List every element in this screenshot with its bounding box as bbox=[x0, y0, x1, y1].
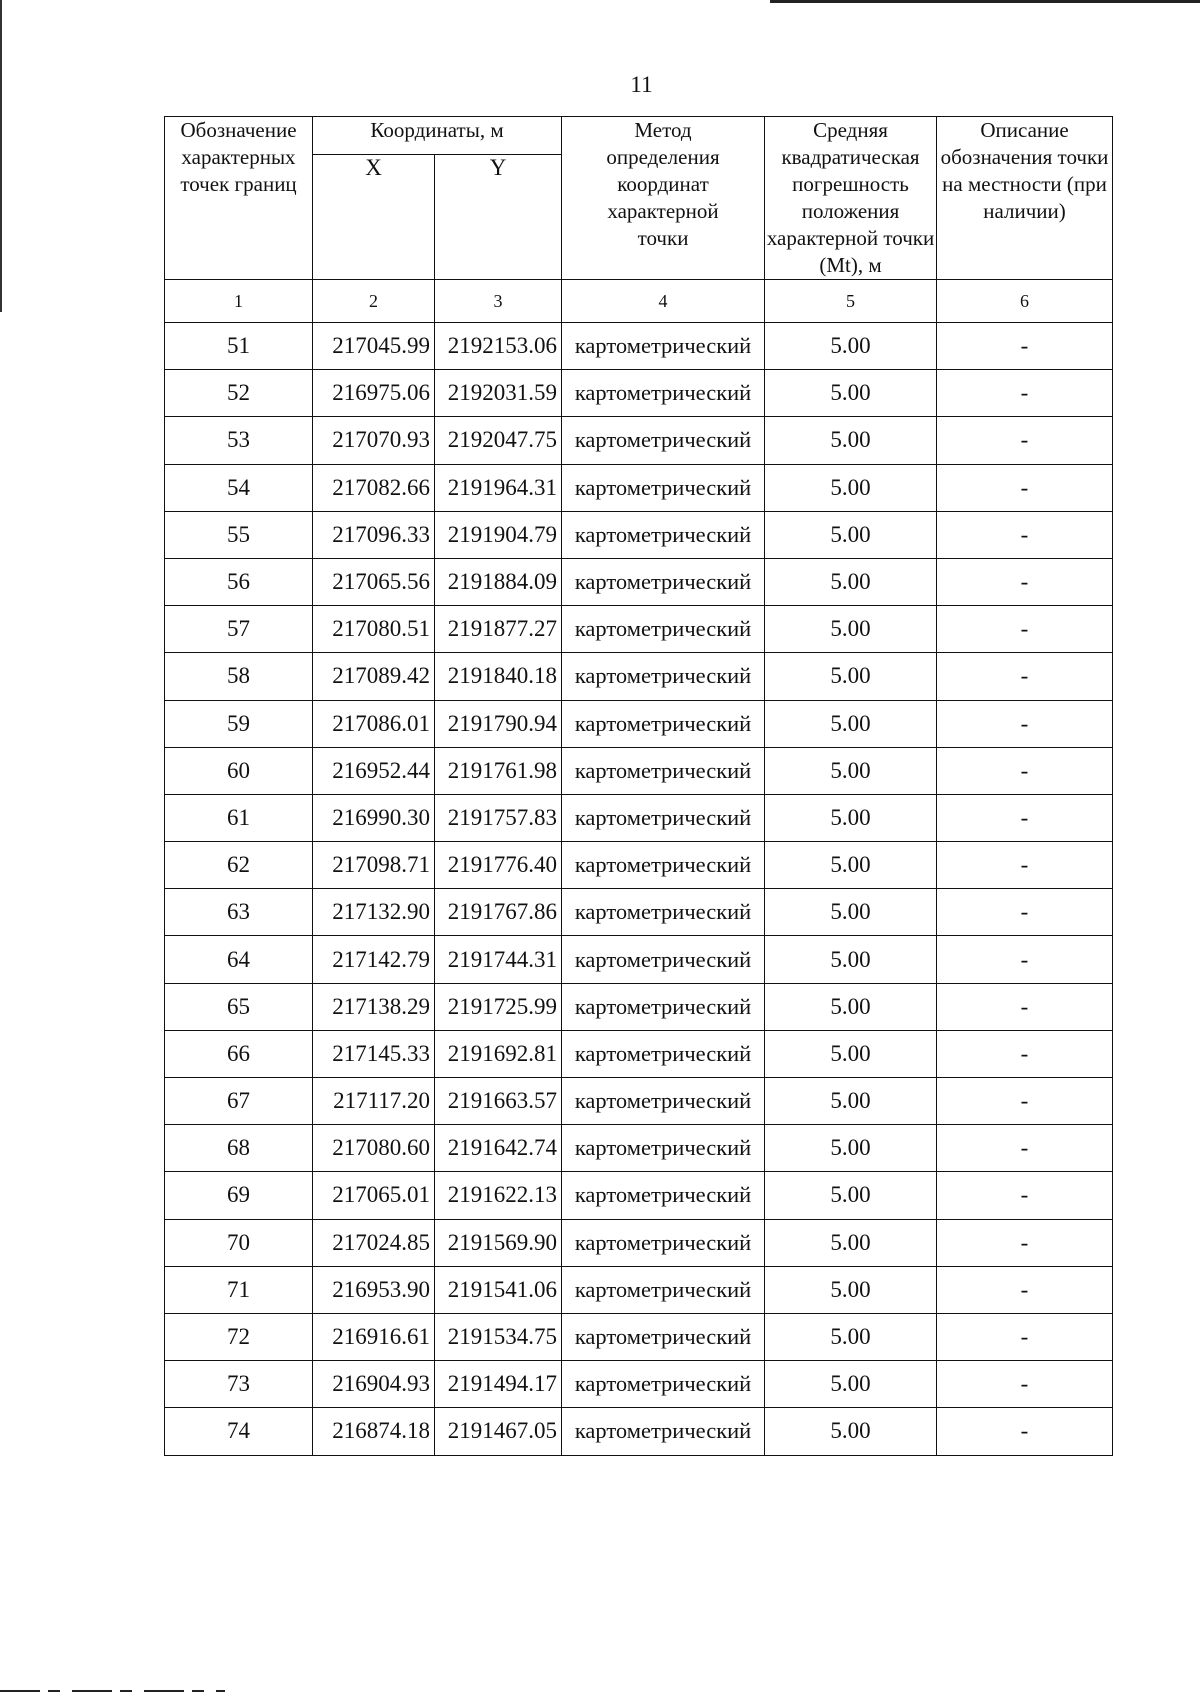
description-cell: - bbox=[937, 606, 1113, 653]
y-cell: 2191840.18 bbox=[435, 653, 562, 700]
point-cell: 64 bbox=[165, 936, 313, 983]
x-cell: 216904.93 bbox=[313, 1361, 435, 1408]
method-cell: картометрический bbox=[562, 842, 765, 889]
method-cell: картометрический bbox=[562, 700, 765, 747]
y-cell: 2191757.83 bbox=[435, 794, 562, 841]
page-number: 11 bbox=[630, 72, 653, 97]
table-row bbox=[165, 323, 1113, 370]
scan-edge-left bbox=[0, 0, 2, 312]
column-number: 3 bbox=[435, 280, 562, 323]
method-cell: картометрический bbox=[562, 983, 765, 1030]
description-cell: - bbox=[937, 889, 1113, 936]
method-cell: картометрический bbox=[562, 1313, 765, 1360]
x-cell: 217138.29 bbox=[313, 983, 435, 1030]
method-cell: картометрический bbox=[562, 511, 765, 558]
table-row bbox=[165, 1313, 1113, 1360]
point-cell: 55 bbox=[165, 511, 313, 558]
error-cell: 5.00 bbox=[765, 464, 937, 511]
column-number: 6 bbox=[937, 280, 1113, 323]
table-row bbox=[165, 1361, 1113, 1408]
description-cell: - bbox=[937, 370, 1113, 417]
method-cell: картометрический bbox=[562, 1030, 765, 1077]
description-cell: - bbox=[937, 558, 1113, 605]
error-cell: 5.00 bbox=[765, 1125, 937, 1172]
y-cell: 2192047.75 bbox=[435, 417, 562, 464]
x-cell: 217142.79 bbox=[313, 936, 435, 983]
x-cell: 217045.99 bbox=[313, 323, 435, 370]
method-cell: картометрический bbox=[562, 606, 765, 653]
description-cell: - bbox=[937, 1172, 1113, 1219]
point-cell: 61 bbox=[165, 794, 313, 841]
method-cell: картометрический bbox=[562, 653, 765, 700]
table-row bbox=[165, 511, 1113, 558]
error-cell: 5.00 bbox=[765, 1078, 937, 1125]
method-cell: картометрический bbox=[562, 1172, 765, 1219]
scan-edge-top bbox=[770, 0, 1200, 3]
y-cell: 2191790.94 bbox=[435, 700, 562, 747]
column-number-row bbox=[165, 280, 1113, 323]
table-row bbox=[165, 747, 1113, 794]
point-cell: 69 bbox=[165, 1172, 313, 1219]
table-row bbox=[165, 464, 1113, 511]
error-cell: 5.00 bbox=[765, 1219, 937, 1266]
point-cell: 70 bbox=[165, 1219, 313, 1266]
description-cell: - bbox=[937, 1408, 1113, 1455]
x-cell: 216916.61 bbox=[313, 1313, 435, 1360]
point-cell: 53 bbox=[165, 417, 313, 464]
y-cell: 2191884.09 bbox=[435, 558, 562, 605]
error-cell: 5.00 bbox=[765, 511, 937, 558]
y-cell: 2191776.40 bbox=[435, 842, 562, 889]
table-header bbox=[165, 117, 1113, 323]
error-cell: 5.00 bbox=[765, 936, 937, 983]
point-cell: 54 bbox=[165, 464, 313, 511]
method-cell: картометрический bbox=[562, 794, 765, 841]
table-row bbox=[165, 842, 1113, 889]
y-cell: 2192031.59 bbox=[435, 370, 562, 417]
table-row bbox=[165, 936, 1113, 983]
point-cell: 74 bbox=[165, 1408, 313, 1455]
scan-edge-bottom bbox=[0, 1690, 225, 1692]
x-cell: 217089.42 bbox=[313, 653, 435, 700]
error-cell: 5.00 bbox=[765, 1030, 937, 1077]
method-cell: картометрический bbox=[562, 1266, 765, 1313]
x-cell: 217098.71 bbox=[313, 842, 435, 889]
table-row bbox=[165, 1172, 1113, 1219]
point-cell: 62 bbox=[165, 842, 313, 889]
point-cell: 67 bbox=[165, 1078, 313, 1125]
point-cell: 51 bbox=[165, 323, 313, 370]
y-cell: 2191494.17 bbox=[435, 1361, 562, 1408]
description-cell: - bbox=[937, 700, 1113, 747]
description-cell: - bbox=[937, 1361, 1113, 1408]
error-cell: 5.00 bbox=[765, 794, 937, 841]
table-body bbox=[165, 323, 1113, 1456]
y-cell: 2191877.27 bbox=[435, 606, 562, 653]
error-cell: 5.00 bbox=[765, 370, 937, 417]
error-cell: 5.00 bbox=[765, 417, 937, 464]
x-cell: 217065.01 bbox=[313, 1172, 435, 1219]
header-description: Описание обозначения точки на местности (при наличии) bbox=[937, 117, 1113, 280]
x-cell: 217065.56 bbox=[313, 558, 435, 605]
method-cell: картометрический bbox=[562, 1361, 765, 1408]
coordinates-table bbox=[164, 116, 1113, 1456]
header-y: Y bbox=[435, 155, 562, 280]
method-cell: картометрический bbox=[562, 936, 765, 983]
x-cell: 217082.66 bbox=[313, 464, 435, 511]
description-cell: - bbox=[937, 1030, 1113, 1077]
point-cell: 56 bbox=[165, 558, 313, 605]
x-cell: 216975.06 bbox=[313, 370, 435, 417]
point-cell: 68 bbox=[165, 1125, 313, 1172]
x-cell: 217080.51 bbox=[313, 606, 435, 653]
point-cell: 73 bbox=[165, 1361, 313, 1408]
x-cell: 217096.33 bbox=[313, 511, 435, 558]
x-cell: 217080.60 bbox=[313, 1125, 435, 1172]
method-cell: картометрический bbox=[562, 417, 765, 464]
x-cell: 216874.18 bbox=[313, 1408, 435, 1455]
table-row bbox=[165, 700, 1113, 747]
table-row bbox=[165, 606, 1113, 653]
table-row bbox=[165, 1125, 1113, 1172]
y-cell: 2191541.06 bbox=[435, 1266, 562, 1313]
y-cell: 2191744.31 bbox=[435, 936, 562, 983]
method-cell: картометрический bbox=[562, 1219, 765, 1266]
y-cell: 2191642.74 bbox=[435, 1125, 562, 1172]
description-cell: - bbox=[937, 794, 1113, 841]
x-cell: 217145.33 bbox=[313, 1030, 435, 1077]
table-row bbox=[165, 1030, 1113, 1077]
column-number: 4 bbox=[562, 280, 765, 323]
point-cell: 65 bbox=[165, 983, 313, 1030]
point-cell: 63 bbox=[165, 889, 313, 936]
error-cell: 5.00 bbox=[765, 1313, 937, 1360]
y-cell: 2191904.79 bbox=[435, 511, 562, 558]
header-coordinates: Координаты, м bbox=[313, 117, 562, 155]
error-cell: 5.00 bbox=[765, 1408, 937, 1455]
y-cell: 2191534.75 bbox=[435, 1313, 562, 1360]
method-cell: картометрический bbox=[562, 1078, 765, 1125]
error-cell: 5.00 bbox=[765, 747, 937, 794]
error-cell: 5.00 bbox=[765, 606, 937, 653]
y-cell: 2191725.99 bbox=[435, 983, 562, 1030]
y-cell: 2191622.13 bbox=[435, 1172, 562, 1219]
y-cell: 2192153.06 bbox=[435, 323, 562, 370]
table-row bbox=[165, 417, 1113, 464]
description-cell: - bbox=[937, 842, 1113, 889]
table-row bbox=[165, 558, 1113, 605]
column-number: 1 bbox=[165, 280, 313, 323]
x-cell: 217024.85 bbox=[313, 1219, 435, 1266]
x-cell: 217086.01 bbox=[313, 700, 435, 747]
x-cell: 216952.44 bbox=[313, 747, 435, 794]
point-cell: 71 bbox=[165, 1266, 313, 1313]
table-row bbox=[165, 1408, 1113, 1455]
header-error: Средняя квадратическая погрешность положения характерной точки (Mt), м bbox=[765, 117, 937, 280]
y-cell: 2191964.31 bbox=[435, 464, 562, 511]
method-cell: картометрический bbox=[562, 1408, 765, 1455]
point-cell: 58 bbox=[165, 653, 313, 700]
header-x: X bbox=[313, 155, 435, 280]
x-cell: 217132.90 bbox=[313, 889, 435, 936]
point-cell: 57 bbox=[165, 606, 313, 653]
description-cell: - bbox=[937, 653, 1113, 700]
table-row bbox=[165, 1219, 1113, 1266]
y-cell: 2191761.98 bbox=[435, 747, 562, 794]
table-row bbox=[165, 1266, 1113, 1313]
error-cell: 5.00 bbox=[765, 558, 937, 605]
x-cell: 217117.20 bbox=[313, 1078, 435, 1125]
description-cell: - bbox=[937, 936, 1113, 983]
y-cell: 2191467.05 bbox=[435, 1408, 562, 1455]
description-cell: - bbox=[937, 747, 1113, 794]
x-cell: 216990.30 bbox=[313, 794, 435, 841]
method-cell: картометрический bbox=[562, 558, 765, 605]
point-cell: 52 bbox=[165, 370, 313, 417]
error-cell: 5.00 bbox=[765, 842, 937, 889]
error-cell: 5.00 bbox=[765, 983, 937, 1030]
x-cell: 216953.90 bbox=[313, 1266, 435, 1313]
method-cell: картометрический bbox=[562, 747, 765, 794]
table-row bbox=[165, 794, 1113, 841]
description-cell: - bbox=[937, 1125, 1113, 1172]
point-cell: 60 bbox=[165, 747, 313, 794]
error-cell: 5.00 bbox=[765, 323, 937, 370]
table-row bbox=[165, 370, 1113, 417]
method-cell: картометрический bbox=[562, 464, 765, 511]
header-method: Метод определения координат характерной точки bbox=[562, 117, 765, 280]
description-cell: - bbox=[937, 1219, 1113, 1266]
error-cell: 5.00 bbox=[765, 1361, 937, 1408]
error-cell: 5.00 bbox=[765, 653, 937, 700]
method-cell: картометрический bbox=[562, 323, 765, 370]
description-cell: - bbox=[937, 983, 1113, 1030]
x-cell: 217070.93 bbox=[313, 417, 435, 464]
error-cell: 5.00 bbox=[765, 889, 937, 936]
y-cell: 2191569.90 bbox=[435, 1219, 562, 1266]
description-cell: - bbox=[937, 511, 1113, 558]
y-cell: 2191663.57 bbox=[435, 1078, 562, 1125]
point-cell: 66 bbox=[165, 1030, 313, 1077]
header-point: Обозначение характерных точек границ bbox=[165, 117, 313, 280]
error-cell: 5.00 bbox=[765, 700, 937, 747]
description-cell: - bbox=[937, 1313, 1113, 1360]
description-cell: - bbox=[937, 464, 1113, 511]
table-row bbox=[165, 1078, 1113, 1125]
method-cell: картометрический bbox=[562, 370, 765, 417]
description-cell: - bbox=[937, 1266, 1113, 1313]
error-cell: 5.00 bbox=[765, 1266, 937, 1313]
point-cell: 72 bbox=[165, 1313, 313, 1360]
error-cell: 5.00 bbox=[765, 1172, 937, 1219]
y-cell: 2191692.81 bbox=[435, 1030, 562, 1077]
description-cell: - bbox=[937, 1078, 1113, 1125]
method-cell: картометрический bbox=[562, 889, 765, 936]
y-cell: 2191767.86 bbox=[435, 889, 562, 936]
table-row bbox=[165, 653, 1113, 700]
table-row bbox=[165, 889, 1113, 936]
description-cell: - bbox=[937, 323, 1113, 370]
column-number: 5 bbox=[765, 280, 937, 323]
description-cell: - bbox=[937, 417, 1113, 464]
method-cell: картометрический bbox=[562, 1125, 765, 1172]
column-number: 2 bbox=[313, 280, 435, 323]
point-cell: 59 bbox=[165, 700, 313, 747]
table-row bbox=[165, 983, 1113, 1030]
